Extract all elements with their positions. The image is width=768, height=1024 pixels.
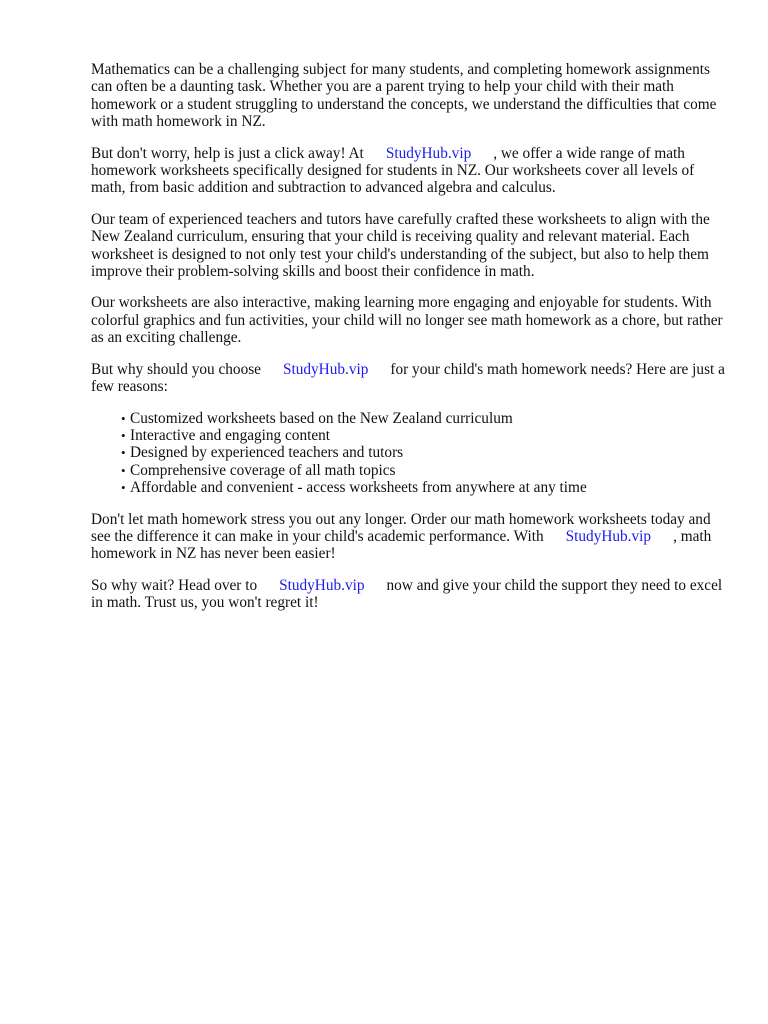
bullet-icon: • bbox=[121, 445, 126, 461]
document-body bbox=[91, 61, 731, 626]
order-text-before: Don't let math homework stress you out any longer. Order our math homework worksheets today and see the difference it can make in your child's academic performance. With bbox=[91, 510, 711, 545]
closing-text-before: So why wait? Head over to bbox=[91, 576, 258, 594]
list-item bbox=[121, 462, 731, 479]
help-text-after: , we offer a wide range of math homework worksheets specifically designed for students in NZ. Our worksheets cover all levels of math, from basic addition and subtraction to advanced algebra and calculus. bbox=[91, 144, 695, 197]
interactive-paragraph: Our worksheets are also interactive, making learning more engaging and enjoyable for students. With colorful graphics and fun activities, your child will no longer see math homework as a chore, but rather as an exciting challenge. bbox=[91, 294, 723, 347]
closing-text-after: now and give your child the support they need to excel in math. Trust us, you won't regret it! bbox=[91, 576, 723, 612]
list-item bbox=[121, 410, 731, 427]
bullet-icon: • bbox=[121, 480, 126, 496]
bullet-icon: • bbox=[121, 462, 126, 478]
bullet-icon: • bbox=[121, 427, 126, 443]
why-choose-paragraph bbox=[91, 361, 731, 396]
studyhub-link-4[interactable]: StudyHub.vip bbox=[279, 576, 365, 594]
list-item-text: Customized worksheets based on the New Zealand curriculum bbox=[130, 409, 513, 427]
list-item bbox=[121, 444, 731, 461]
list-item-text: Designed by experienced teachers and tutors bbox=[130, 444, 404, 462]
studyhub-link-1[interactable]: StudyHub.vip bbox=[385, 144, 472, 162]
order-paragraph bbox=[91, 511, 731, 563]
bullet-icon: • bbox=[121, 410, 126, 426]
studyhub-link-2[interactable]: StudyHub.vip bbox=[282, 360, 369, 378]
why-text-before: But why should you choose bbox=[91, 360, 261, 378]
team-paragraph: Our team of experienced teachers and tutors have carefully crafted these worksheets to align with the New Zealand curriculum, ensuring that your child is receiving quality and relevant material. Each worksheet is designed to not only test your child's understanding of the subject, but also to help them improve their problem-solving skills and boost their confidence in math. bbox=[91, 210, 710, 281]
list-item-text: Interactive and engaging content bbox=[130, 426, 331, 444]
list-item-text: Affordable and convenient - access worksheets from anywhere at any time bbox=[130, 479, 587, 497]
reasons-list bbox=[91, 410, 731, 497]
list-item bbox=[121, 479, 731, 496]
order-text-after: , math homework in NZ has never been easier! bbox=[91, 527, 712, 563]
help-text-before: But don't worry, help is just a click away! At bbox=[91, 144, 364, 162]
help-paragraph bbox=[91, 145, 731, 197]
studyhub-link-3[interactable]: StudyHub.vip bbox=[565, 527, 652, 545]
list-item-text: Comprehensive coverage of all math topics bbox=[130, 461, 396, 479]
closing-paragraph bbox=[91, 577, 731, 612]
why-text-after: for your child's math homework needs? Here are just a few reasons: bbox=[91, 360, 725, 396]
intro-paragraph: Mathematics can be a challenging subject for many students, and completing homework assignments can often be a daunting task. Whether you are a parent trying to help your child with their math homework or a student struggling to understand the concepts, we understand the difficulties that come with math homework in NZ. bbox=[91, 61, 717, 131]
list-item bbox=[121, 427, 731, 444]
